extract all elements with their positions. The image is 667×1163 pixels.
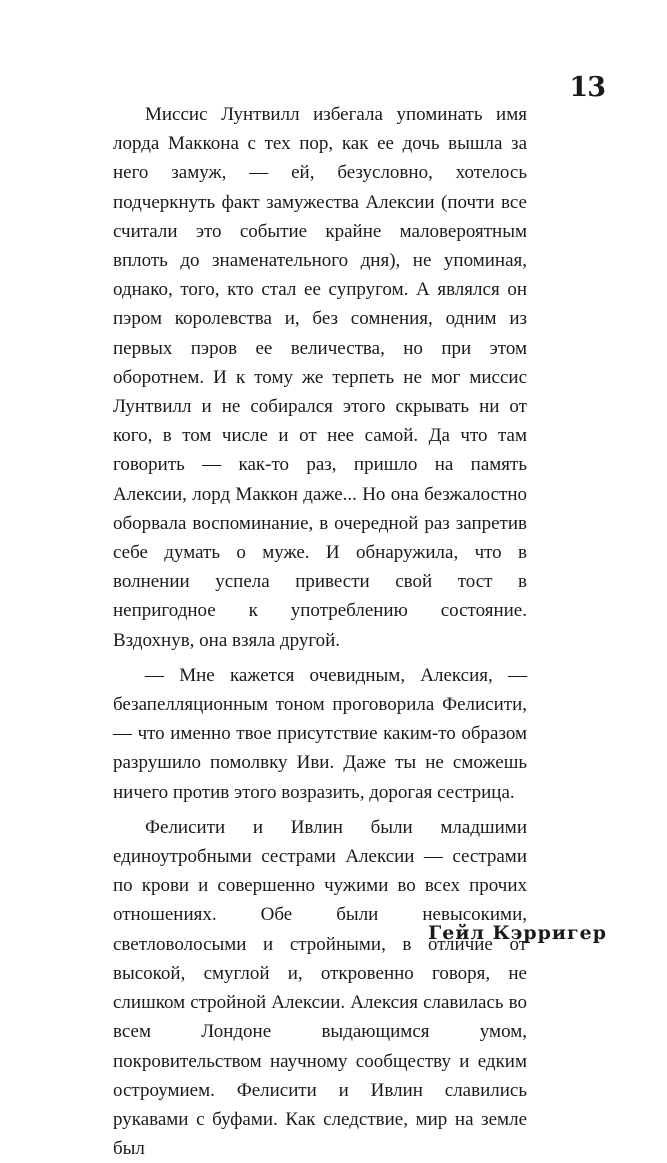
paragraph: Фелисити и Ивлин были младшими единоутробными сестрами Алексии — сестрами по крови и совершенно чужими во всех прочих отношениях. Обе были невысокими, светловолосыми и стройными, в отличие от высокой, смуглой и, откровенно говоря, не слишком стройной Алексии. Алексия славилась во всем Лондоне выдающимся умом, покровительством научному сообществу и едким остроумием. Фелисити и Ивлин славились рукавами с буфами. Как следствие, мир на земле был bbox=[113, 816, 527, 1160]
paragraph: — Мне кажется очевидным, Алексия, — безапелляционным тоном проговорила Фелисити, — что именно твое присутствие каким-то образом разрушило помолвку Иви. Даже ты не сможешь ничего против этого возразить, дорогая сестрица. bbox=[113, 664, 527, 803]
running-footer-author: Гейл Кэрригер bbox=[428, 922, 607, 944]
paragraph: Миссис Лунтвилл избегала упоминать имя лорда Маккона с тех пор, как ее дочь вышла за него замуж, — ей, безусловно, хотелось подчеркнуть факт замужества Алексии (почти все считали это событие крайне маловероятным вплоть до знаменательного дня), не упоминая, однако, того, кто стал ее супругом. А являлся он пэром королевства и, без сомнения, одним из первых пэров ее величества, но при этом оборотнем. И к тому же терпеть не мог миссис Лунтвилл и не собирался этого скрывать ни от кого, в том числе и от нее самой. Да что там говорить — как-то раз, пришло на память Алексии, лорд Маккон даже... Но она безжалостно оборвала воспоминание, в очередной раз запретив себе думать о муже. И обнаружила, что в волнении успела привести свой тост в непригодное к употреблению состояние. Вздохнув, она взяла другой. bbox=[113, 104, 527, 651]
page-number: 13 bbox=[569, 72, 605, 103]
body-text bbox=[113, 100, 527, 1163]
